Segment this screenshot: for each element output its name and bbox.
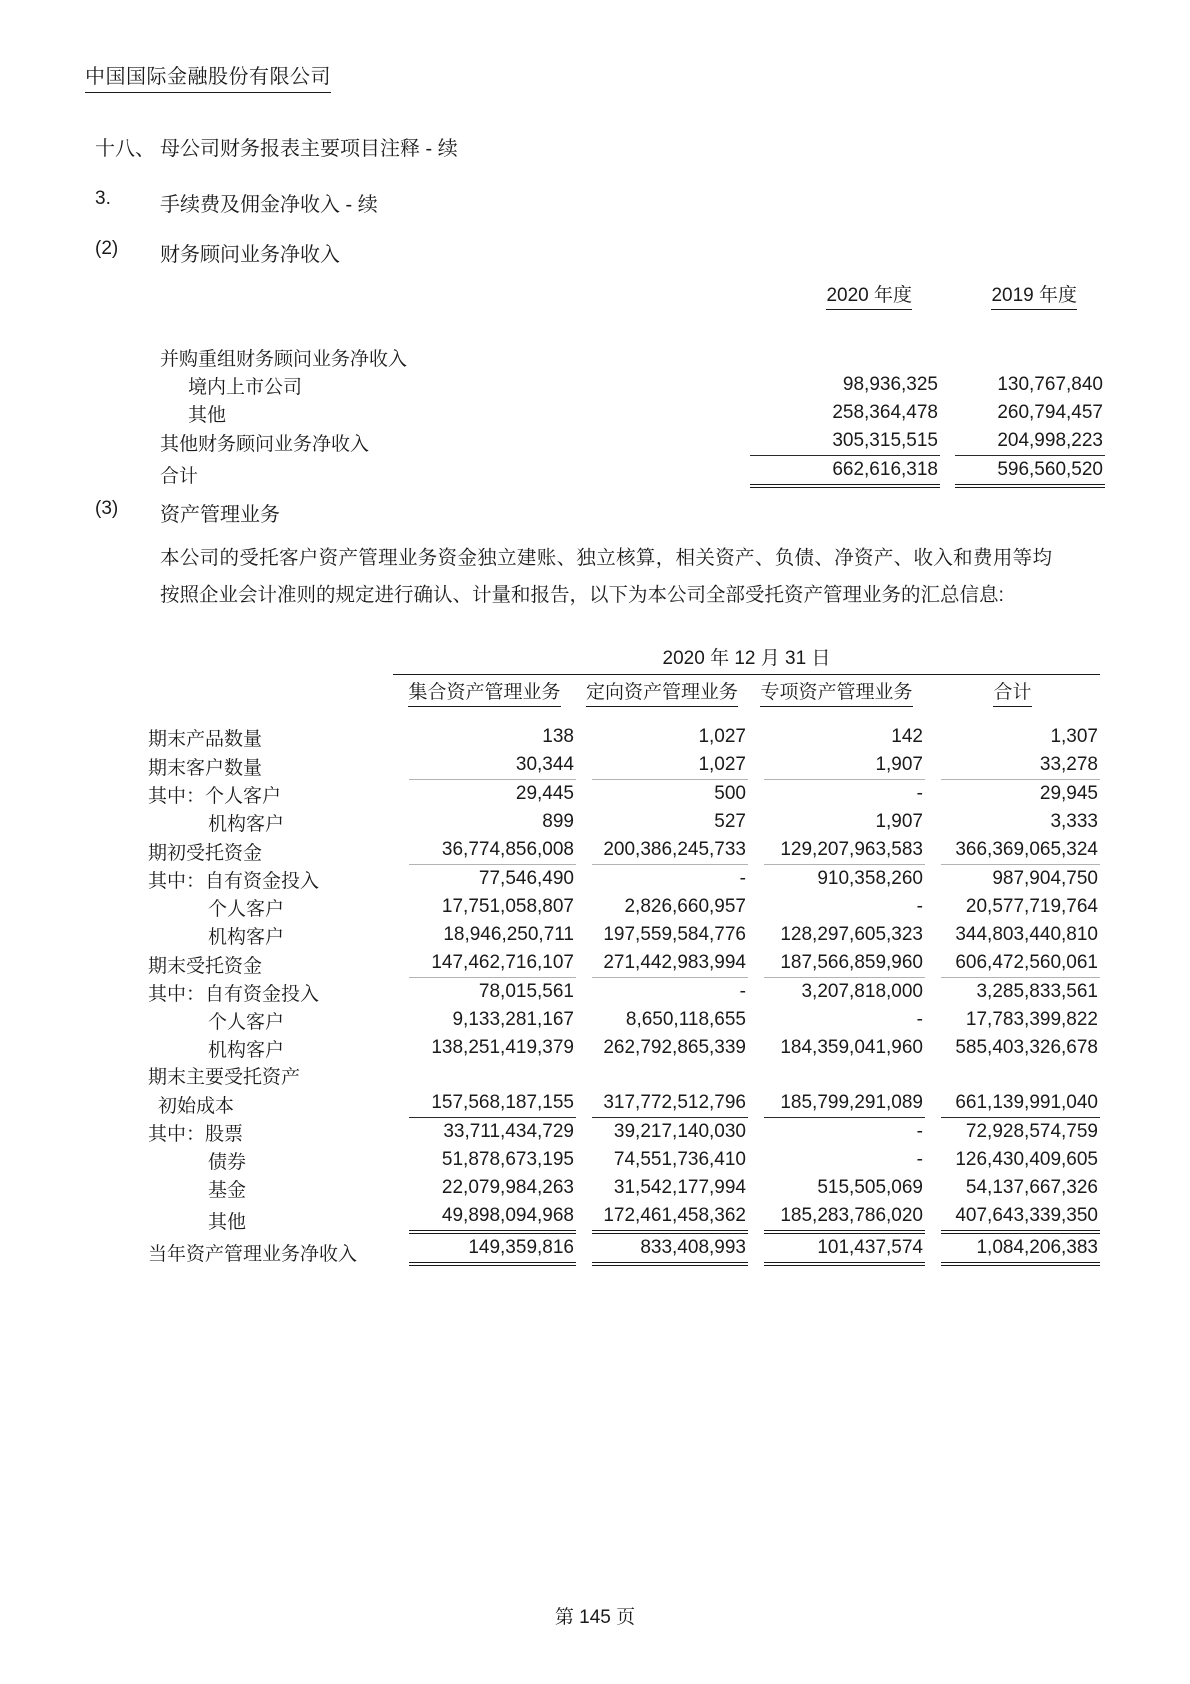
cell-value: - xyxy=(916,1149,923,1170)
cell-value: 78,015,561 xyxy=(478,980,574,1002)
cell-value: 157,568,187,155 xyxy=(393,1089,576,1118)
cell-value xyxy=(748,1062,925,1090)
cell-value: 515,505,069 xyxy=(817,1177,923,1198)
advisory-fee-table xyxy=(160,280,1105,488)
cell-value: 262,792,865,339 xyxy=(603,1036,746,1058)
spacer xyxy=(148,707,1100,723)
cell-value: 49,898,094,968 xyxy=(393,1202,576,1234)
cell-value: 128,297,605,323 xyxy=(780,923,923,945)
cell-value: 258,364,478 xyxy=(832,401,938,423)
cell-value: 18,946,250,711 xyxy=(443,923,574,945)
table-row xyxy=(148,921,1100,949)
cell-value: 17,783,399,822 xyxy=(965,1008,1098,1030)
cell-value: 8,650,118,655 xyxy=(625,1008,746,1030)
cell-value: 271,442,983,994 xyxy=(576,949,748,978)
cell-value xyxy=(735,343,940,371)
cell-value: 9,133,281,167 xyxy=(452,1008,574,1030)
cell-value: 30,344 xyxy=(393,751,576,780)
cell-value: 33,711,434,729 xyxy=(443,1121,574,1142)
table-row xyxy=(148,865,1100,893)
cell-value: 185,799,291,089 xyxy=(748,1089,925,1118)
item-2-title: 财务顾问业务净收入 xyxy=(160,244,340,266)
cell-value xyxy=(940,343,1105,371)
cell-value: 2,826,660,957 xyxy=(624,895,746,917)
cell-value: 3,207,818,000 xyxy=(801,980,923,1002)
company-name: 中国国际金融股份有限公司 xyxy=(85,60,331,93)
cell-value: 585,403,326,678 xyxy=(955,1036,1098,1058)
cell-value: 200,386,245,733 xyxy=(576,836,748,865)
advisory-header-row xyxy=(160,280,1105,310)
cell-value: 172,461,458,362 xyxy=(576,1202,748,1234)
table-row xyxy=(148,893,1100,921)
cell-value: 1,084,206,383 xyxy=(925,1234,1100,1266)
table-row xyxy=(148,723,1100,751)
table-row xyxy=(160,427,1105,456)
cell-value: 606,472,560,061 xyxy=(925,949,1100,978)
row-label: 合计 xyxy=(160,465,199,487)
row-label: 其中：个人客户 xyxy=(148,785,282,807)
cell-value xyxy=(925,1062,1100,1090)
cell-value: 366,369,065,324 xyxy=(925,836,1100,865)
row-label: 其他财务顾问业务净收入 xyxy=(160,433,370,455)
row-label: 机构客户 xyxy=(208,1039,285,1061)
table-row xyxy=(148,1006,1100,1034)
cell-value: 899 xyxy=(542,810,574,832)
section-number: 十八、 xyxy=(95,138,155,160)
table-row xyxy=(148,808,1100,836)
cell-value: 500 xyxy=(714,782,746,804)
column-header-2020: 2020 年度 xyxy=(735,280,940,310)
cell-value: 1,907 xyxy=(875,810,923,832)
cell-value: 1,907 xyxy=(748,751,925,780)
cell-value: 833,408,993 xyxy=(576,1234,748,1266)
cell-value: 29,445 xyxy=(515,782,574,804)
spacer xyxy=(160,310,1105,343)
cell-value xyxy=(393,1062,576,1090)
row-label: 基金 xyxy=(208,1180,247,1201)
cell-value: 129,207,963,583 xyxy=(748,836,925,865)
cell-value: 1,307 xyxy=(1050,725,1098,747)
row-label: 初始成本 xyxy=(158,1096,235,1117)
cell-value: 72,928,574,759 xyxy=(965,1121,1098,1142)
row-label: 其中：自有资金投入 xyxy=(148,983,320,1005)
row-label: 机构客户 xyxy=(208,926,285,948)
cell-value xyxy=(576,1062,748,1090)
cell-value: 147,462,716,107 xyxy=(393,949,576,978)
row-label: 并购重组财务顾问业务净收入 xyxy=(160,348,408,370)
cell-value: 20,577,719,764 xyxy=(965,895,1098,917)
cell-value: 1,027 xyxy=(576,751,748,780)
table-row xyxy=(148,780,1100,808)
row-label: 个人客户 xyxy=(208,1011,285,1033)
section-title: 母公司财务报表主要项目注释 - 续 xyxy=(160,138,458,160)
asset-management-table xyxy=(148,643,1100,1266)
row-label: 个人客户 xyxy=(208,898,285,920)
cell-value: 185,283,786,020 xyxy=(748,1202,925,1234)
row-label: 期初受托资金 xyxy=(148,842,263,864)
row-label: 机构客户 xyxy=(208,813,285,835)
item-2-number: (2) xyxy=(95,238,119,259)
cell-value: 184,359,041,960 xyxy=(780,1036,923,1058)
cell-value: 596,560,520 xyxy=(940,456,1105,488)
cell-value: 51,878,673,195 xyxy=(441,1149,574,1170)
subsection-number: 3. xyxy=(95,188,111,209)
cell-value: 407,643,339,350 xyxy=(925,1202,1100,1234)
cell-value: - xyxy=(916,782,923,804)
table-row xyxy=(148,949,1100,978)
cell-value: 22,079,984,263 xyxy=(441,1177,574,1198)
cell-value: - xyxy=(739,980,746,1002)
row-label: 其中：股票 xyxy=(148,1124,244,1145)
cell-value: 101,437,574 xyxy=(748,1234,925,1266)
table-row xyxy=(148,1062,1100,1090)
table-total-row xyxy=(160,456,1105,488)
date-header-row xyxy=(148,643,1100,675)
cell-value: 126,430,409,605 xyxy=(955,1149,1098,1170)
table-row xyxy=(148,1118,1100,1146)
cell-value: 39,217,140,030 xyxy=(613,1121,746,1142)
cell-value: 98,936,325 xyxy=(842,373,938,395)
cell-value: 31,542,177,994 xyxy=(613,1177,746,1198)
cell-value: 1,027 xyxy=(698,725,746,747)
column-header-special: 专项资产管理业务 xyxy=(748,675,925,707)
row-label: 其中：自有资金投入 xyxy=(148,870,320,892)
row-label: 期末客户数量 xyxy=(148,757,263,779)
table-row xyxy=(160,399,1105,427)
cell-value: 317,772,512,796 xyxy=(576,1089,748,1118)
table-row xyxy=(148,978,1100,1006)
table-row xyxy=(148,751,1100,780)
column-header-collective: 集合资产管理业务 xyxy=(393,675,576,707)
cell-value: 17,751,058,807 xyxy=(441,895,574,917)
cell-value: 74,551,736,410 xyxy=(613,1149,746,1170)
table-row xyxy=(160,343,1105,371)
cell-value: 3,285,833,561 xyxy=(976,980,1098,1002)
cell-value: 77,546,490 xyxy=(478,867,574,889)
asset-management-paragraph: 本公司的受托客户资产管理业务资金独立建账、独立核算，相关资产、负债、净资产、收入和费用等均按照企业会计准则的规定进行确认、计量和报告，以下为本公司全部受托资产管理业务的汇总信息: xyxy=(160,547,1052,606)
cell-value: 3,333 xyxy=(1050,810,1098,832)
table-row xyxy=(148,1174,1100,1202)
page-number: 第 145 页 xyxy=(554,1607,636,1628)
cell-value: 305,315,515 xyxy=(735,427,940,456)
cell-value: 130,767,840 xyxy=(997,373,1103,395)
row-label: 境内上市公司 xyxy=(188,376,303,398)
cell-value: 36,774,856,008 xyxy=(393,836,576,865)
column-header-total: 合计 xyxy=(925,675,1100,707)
cell-value: 344,803,440,810 xyxy=(955,923,1098,945)
cell-value: 149,359,816 xyxy=(393,1234,576,1266)
table-row xyxy=(148,1202,1100,1234)
table-row xyxy=(148,1146,1100,1174)
item-3-title: 资产管理业务 xyxy=(160,504,280,526)
row-label: 当年资产管理业务净收入 xyxy=(148,1244,358,1265)
cell-value: - xyxy=(916,1008,923,1030)
cell-value: 33,278 xyxy=(925,751,1100,780)
date-header: 2020 年 12 月 31 日 xyxy=(393,643,1100,675)
cell-value: 661,139,991,040 xyxy=(925,1089,1100,1118)
cell-value: 54,137,667,326 xyxy=(965,1177,1098,1198)
subsection-title: 手续费及佣金净收入 - 续 xyxy=(160,194,378,216)
table-row xyxy=(148,1089,1100,1118)
cell-value: - xyxy=(916,895,923,917)
table-row xyxy=(148,1034,1100,1062)
cell-value: 987,904,750 xyxy=(992,867,1098,889)
cell-value: 527 xyxy=(714,810,746,832)
cell-value: - xyxy=(739,867,746,889)
row-label: 期末受托资金 xyxy=(148,955,263,977)
row-label: 期末主要受托资产 xyxy=(148,1067,301,1088)
cell-value: - xyxy=(916,1121,923,1142)
spacer xyxy=(148,643,393,675)
cell-value: 910,358,260 xyxy=(817,867,923,889)
cell-value: 138 xyxy=(542,725,574,747)
row-label: 债券 xyxy=(208,1152,247,1173)
table-total-row xyxy=(148,1234,1100,1266)
row-label: 期末产品数量 xyxy=(148,728,263,750)
column-header-targeted: 定向资产管理业务 xyxy=(576,675,748,707)
column-header-row xyxy=(148,675,1100,707)
cell-value: 662,616,318 xyxy=(735,456,940,488)
row-label: 其他 xyxy=(208,1212,247,1233)
cell-value: 29,945 xyxy=(1039,782,1098,804)
column-header-2019: 2019 年度 xyxy=(940,280,1105,310)
spacer xyxy=(160,280,735,310)
item-3-number: (3) xyxy=(95,498,119,519)
cell-value: 138,251,419,379 xyxy=(431,1036,574,1058)
cell-value: 260,794,457 xyxy=(997,401,1103,423)
table-row xyxy=(160,371,1105,399)
spacer xyxy=(148,675,393,707)
cell-value: 204,998,223 xyxy=(940,427,1105,456)
cell-value: 142 xyxy=(891,725,923,747)
cell-value: 197,559,584,776 xyxy=(603,923,746,945)
row-label: 其他 xyxy=(188,404,227,426)
cell-value: 187,566,859,960 xyxy=(748,949,925,978)
table-row xyxy=(148,836,1100,865)
